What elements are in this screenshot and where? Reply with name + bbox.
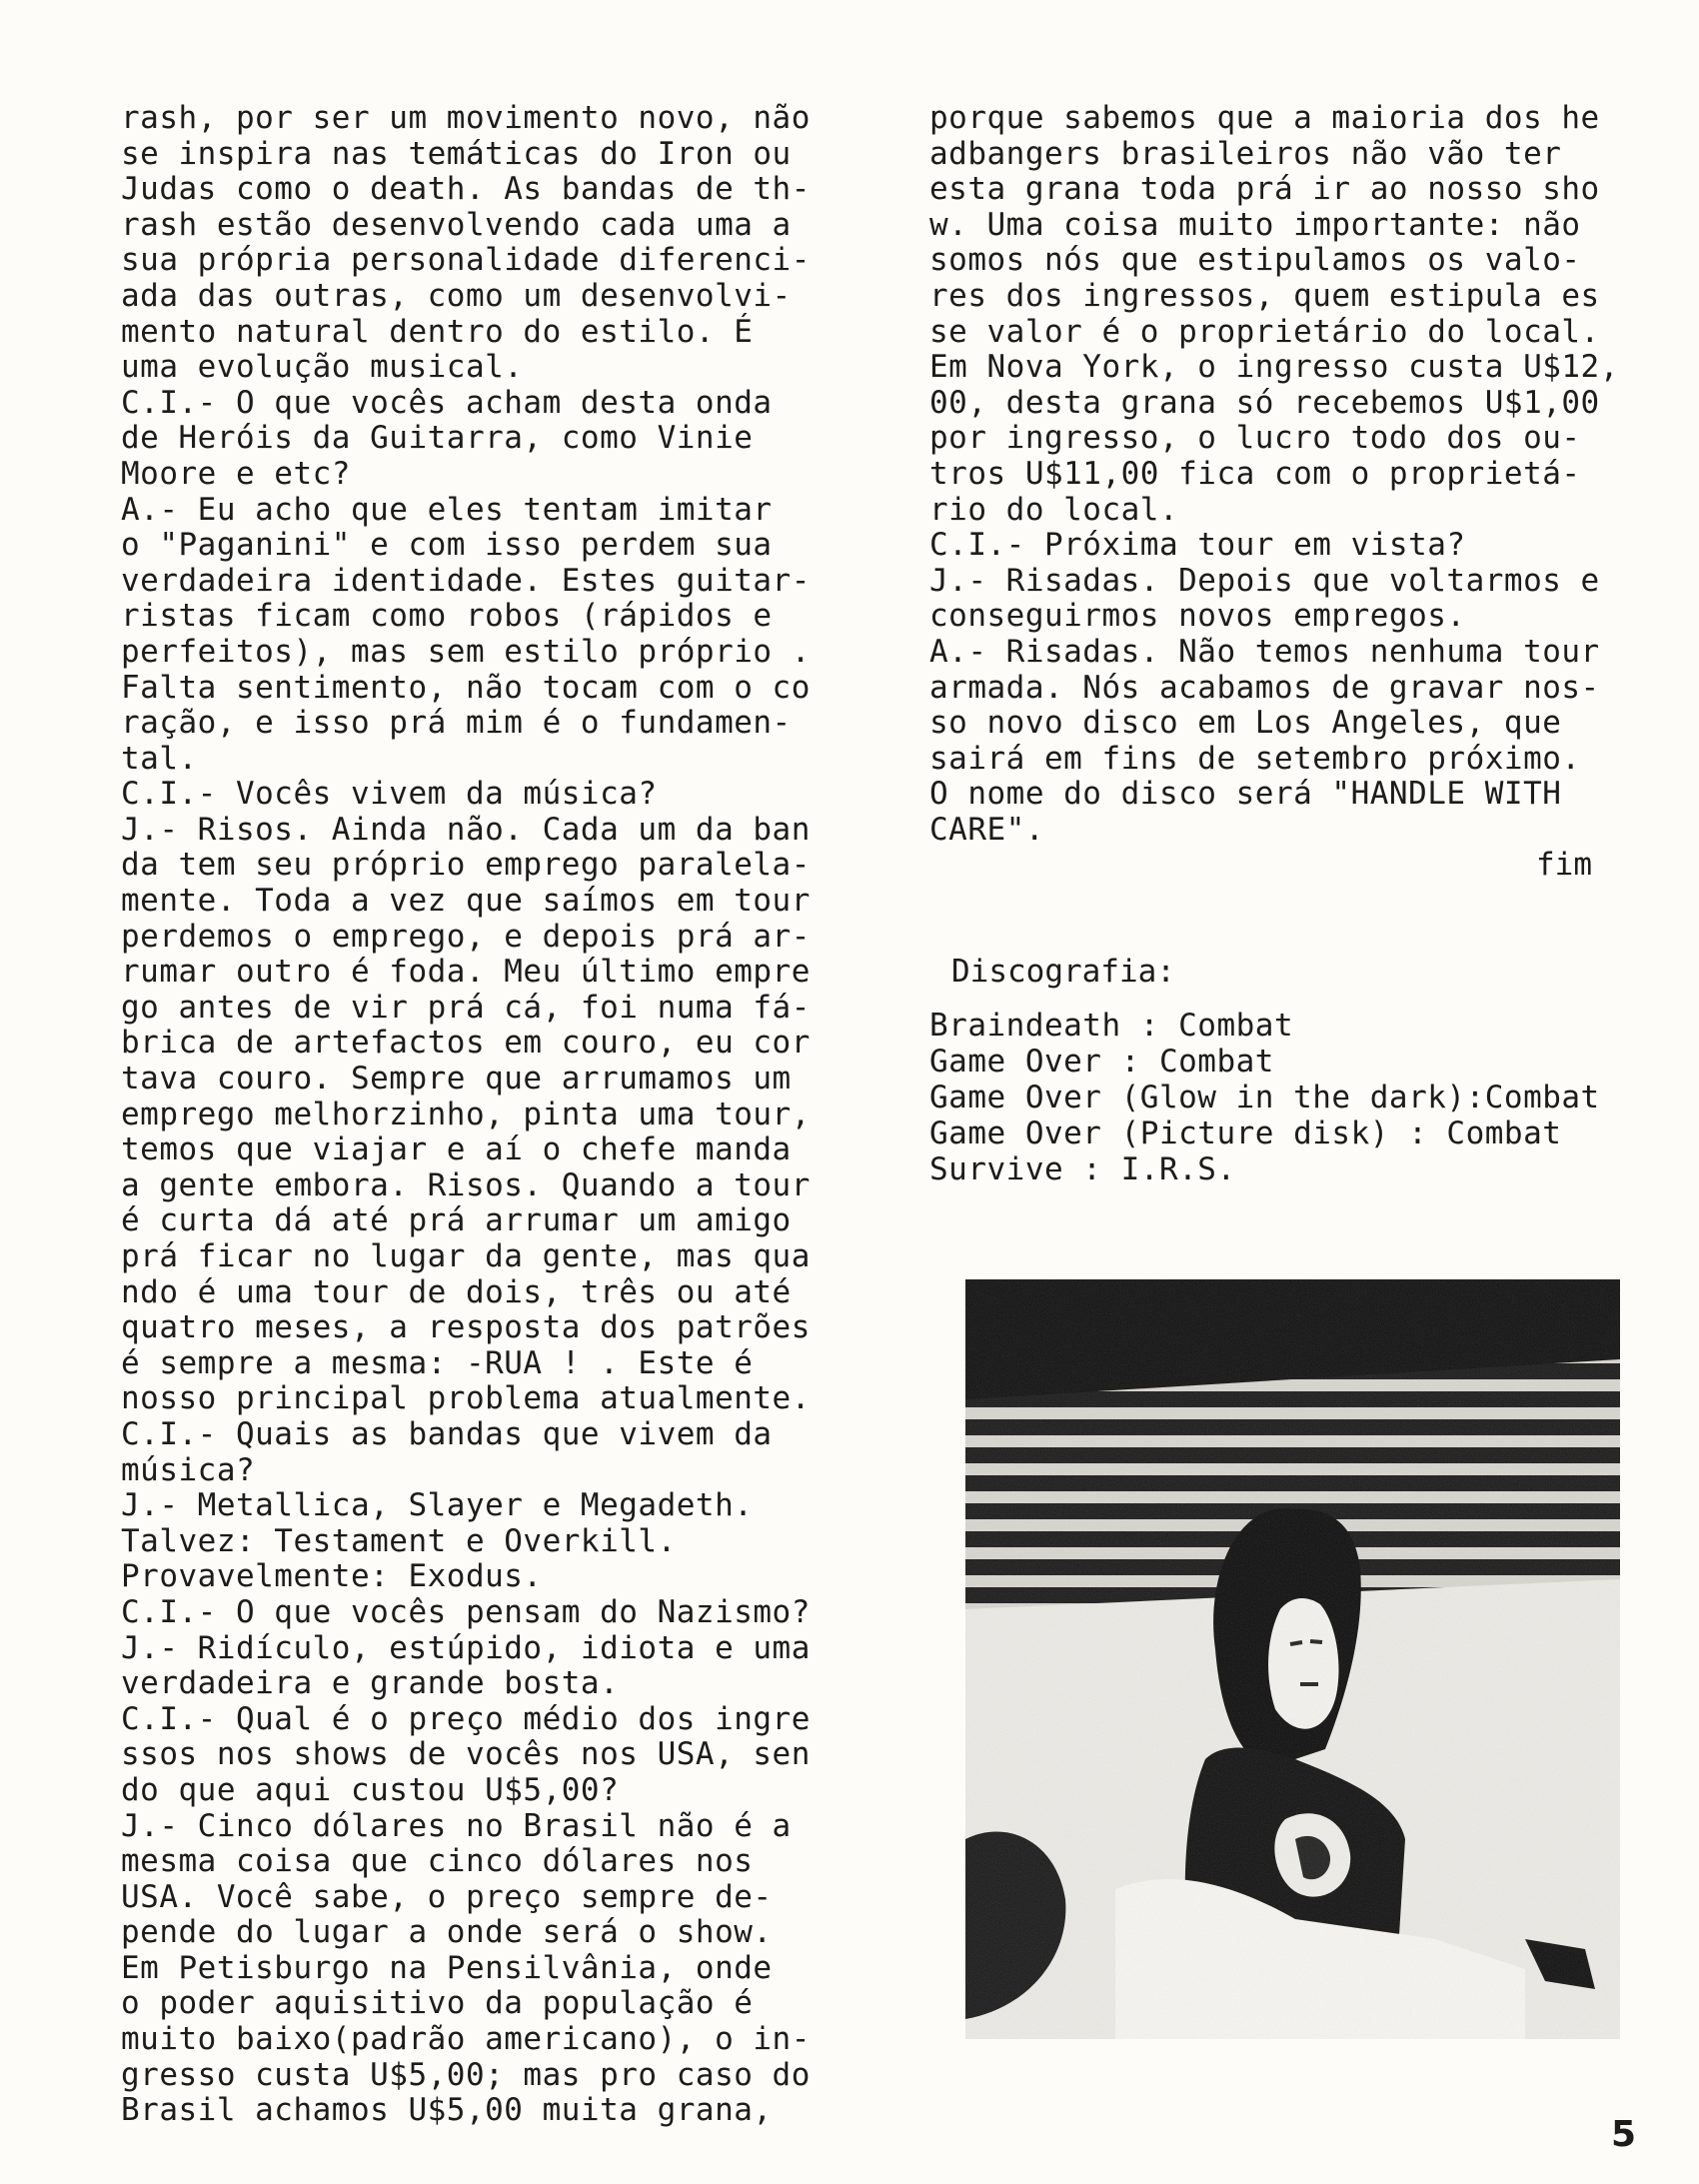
text-line: rio do local. [929, 491, 1179, 528]
text-line: adbangers brasileiros não vão ter [929, 135, 1562, 172]
discography-item: Game Over (Glow in the dark):Combat [929, 1080, 1600, 1115]
text-line: emprego melhorzinho, pinta uma tour, [121, 1095, 811, 1132]
right-text-column [929, 101, 1619, 848]
text-line: Talvez: Testament e Overkill. [121, 1522, 677, 1559]
text-line: go antes de vir prá cá, foi numa fá- [121, 989, 811, 1026]
discography-item: Game Over (Picture disk) : Combat [929, 1115, 1562, 1151]
text-line: perdemos o emprego, e depois prá ar- [121, 918, 811, 955]
text-line: pende do lugar a onde será o show. [121, 1914, 773, 1951]
text-line: o poder aquisitivo da população é [121, 1985, 754, 2022]
text-line: J.- Metallica, Slayer e Megadeth. [121, 1487, 754, 1524]
discography-list [929, 1008, 1600, 1187]
text-line: C.I.- Quais as bandas que vivem da [121, 1415, 773, 1452]
page-number: 5 [1611, 2114, 1637, 2155]
text-line: muito baixo(padrão americano), o in- [121, 2021, 811, 2058]
text-line: esta grana toda prá ir ao nosso sho [929, 171, 1600, 208]
text-line: ração, e isso prá mim é o fundamen- [121, 705, 792, 742]
text-line: Falta sentimento, não tocam com o co [121, 669, 811, 706]
end-mark: fim [1536, 847, 1592, 883]
text-line: por ingresso, o lucro todo dos ou- [929, 420, 1581, 457]
text-line: mesma coisa que cinco dólares nos [121, 1843, 754, 1880]
text-line: ristas ficam como robos (rápidos e [121, 598, 773, 635]
text-line: nosso principal problema atualmente. [121, 1380, 811, 1417]
text-line: de Heróis da Guitarra, como Vinie [121, 420, 754, 457]
text-line: C.I.- Vocês vivem da música? [121, 776, 658, 813]
text-line: tal. [121, 740, 198, 777]
text-line: a gente embora. Risos. Quando a tour [121, 1166, 811, 1203]
text-line: USA. Você sabe, o preço sempre de- [121, 1878, 773, 1915]
text-line: Em Petisburgo na Pensilvânia, onde [121, 1949, 773, 1986]
discography-item: Survive : I.R.S. [929, 1151, 1236, 1187]
text-line: 00, desta grana só recebemos U$1,00 [929, 384, 1600, 421]
text-line: J.- Ridículo, estúpido, idiota e uma [121, 1629, 811, 1666]
text-line: ada das outras, como um desenvolvi- [121, 277, 792, 314]
discography-item: Braindeath : Combat [929, 1008, 1294, 1044]
text-line: C.I.- Qual é o preço médio dos ingre [121, 1700, 811, 1737]
left-text-column [121, 101, 811, 2129]
text-line: perfeitos), mas sem estilo próprio . [121, 633, 811, 670]
text-line: so novo disco em Los Angeles, que [929, 705, 1562, 742]
text-line: mento natural dentro do estilo. É [121, 313, 754, 350]
text-line: se valor é o proprietário do local. [929, 313, 1600, 350]
text-line: sairá em fins de setembro próximo. [929, 740, 1581, 777]
text-line: armada. Nós acabamos de gravar nos- [929, 669, 1600, 706]
text-line: A.- Eu acho que eles tentam imitar [121, 491, 773, 528]
text-line: quatro meses, a resposta dos patrões [121, 1309, 811, 1346]
text-line: conseguirmos novos empregos. [929, 598, 1466, 635]
text-line: Em Nova York, o ingresso custa U$12, [929, 349, 1619, 386]
discography-title: Discografia: [951, 954, 1175, 990]
text-line: C.I.- O que vocês acham desta onda [121, 384, 773, 421]
text-line: prá ficar no lugar da gente, mas qua [121, 1238, 811, 1274]
text-line: J.- Risadas. Depois que voltarmos e [929, 562, 1600, 599]
text-line: w. Uma coisa muito importante: não [929, 206, 1581, 243]
discography-item: Game Over : Combat [929, 1044, 1274, 1080]
text-line: porque sabemos que a maioria dos he [929, 100, 1600, 136]
text-line: música? [121, 1451, 256, 1488]
text-line: C.I.- Próxima tour em vista? [929, 527, 1466, 564]
text-line: Moore e etc? [121, 455, 351, 492]
text-line: temos que viajar e aí o chefe manda [121, 1131, 792, 1168]
text-line: J.- Risos. Ainda não. Cada um da ban [121, 811, 811, 848]
text-line: ssos nos shows de vocês nos USA, sen [121, 1736, 811, 1773]
text-line: é sempre a mesma: -RUA ! . Este é [121, 1344, 754, 1381]
text-line: brica de artefactos em couro, eu cor [121, 1025, 811, 1062]
text-line: é curta dá até prá arrumar um amigo [121, 1202, 792, 1239]
text-line: Brasil achamos U$5,00 muita grana, [121, 2092, 773, 2129]
text-line: o "Paganini" e com isso perdem sua [121, 527, 773, 564]
text-line: verdadeira identidade. Estes guitar- [121, 562, 811, 599]
text-line: se inspira nas temáticas do Iron ou [121, 135, 792, 172]
text-line: gresso custa U$5,00; mas pro caso do [121, 2056, 811, 2093]
text-line: verdadeira e grande bosta. [121, 1665, 620, 1702]
text-line: rash, por ser um movimento novo, não [121, 100, 811, 136]
text-line: ndo é uma tour de dois, três ou até [121, 1273, 792, 1310]
text-line: somos nós que estipulamos os valo- [929, 242, 1581, 279]
text-line: CARE". [929, 811, 1044, 848]
text-line: J.- Cinco dólares no Brasil não é a [121, 1807, 792, 1844]
text-line: mente. Toda a vez que saímos em tour [121, 883, 811, 920]
text-line: C.I.- O que vocês pensam do Nazismo? [121, 1593, 811, 1630]
text-line: rash estão desenvolvendo cada uma a [121, 206, 792, 243]
text-line: uma evolução musical. [121, 349, 524, 386]
text-line: Judas como o death. As bandas de th- [121, 171, 811, 208]
text-line: O nome do disco será "HANDLE WITH [929, 776, 1562, 813]
text-line: A.- Risadas. Não temos nenhuma tour [929, 633, 1600, 670]
text-line: do que aqui custou U$5,00? [121, 1771, 620, 1808]
text-line: rumar outro é foda. Meu último empre [121, 954, 811, 991]
text-line: sua própria personalidade diferenci- [121, 242, 811, 279]
text-line: Provavelmente: Exodus. [121, 1558, 543, 1595]
text-line: tava couro. Sempre que arrumamos um [121, 1061, 792, 1097]
text-line: da tem seu próprio emprego paralela- [121, 847, 811, 884]
band-member-photo [965, 1279, 1620, 2039]
text-line: res dos ingressos, quem estipula es [929, 277, 1600, 314]
text-line: tros U$11,00 fica com o proprietá- [929, 455, 1581, 492]
